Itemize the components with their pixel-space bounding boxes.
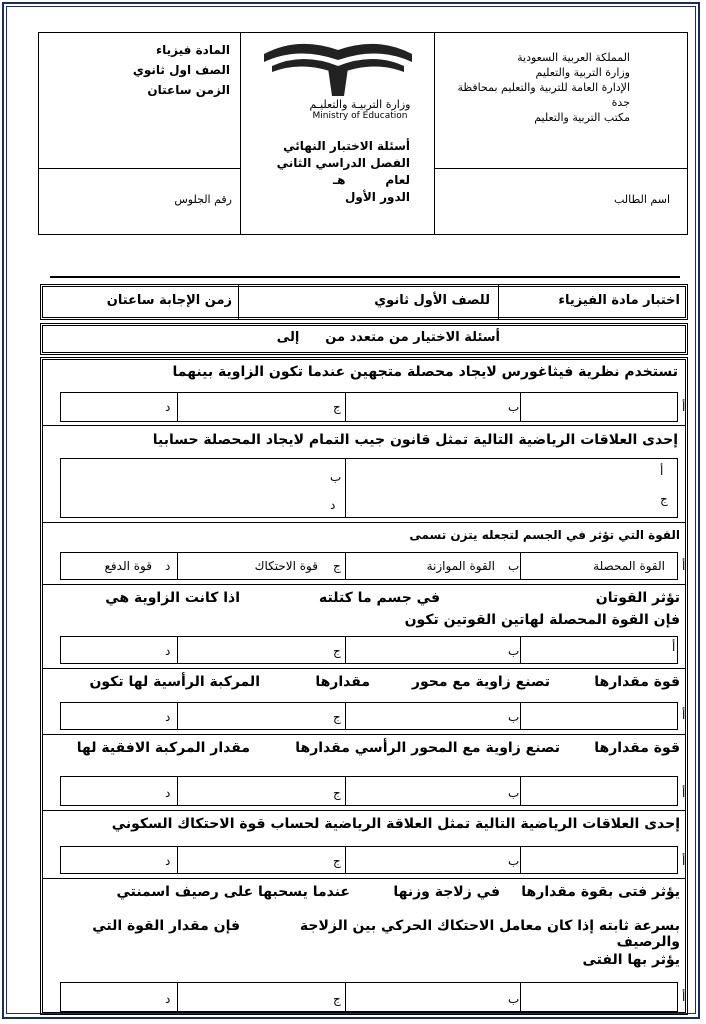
question-4-options <box>60 636 678 664</box>
q3-option-d-text: قوة الدفع <box>104 559 152 573</box>
exam-round: الدور الأول <box>344 190 410 204</box>
q8-choice-d[interactable]: د <box>165 992 171 1006</box>
q1-choice-d[interactable]: د <box>165 400 171 414</box>
q8-choice-b[interactable]: ب <box>508 992 520 1006</box>
q5-choice-c[interactable]: ج <box>333 710 341 724</box>
q4-part-1: تؤثر القوتان <box>595 590 680 606</box>
q5-choice-b[interactable]: ب <box>508 710 520 724</box>
q8-part-2: في زلاجة وزنها <box>393 884 500 900</box>
q3-choice-a[interactable]: أ <box>682 559 686 573</box>
q7-choice-b[interactable]: ب <box>508 854 520 868</box>
q8-part-5: فإن مقدار القوة التي <box>92 918 240 934</box>
q1-choice-a[interactable]: أ <box>682 400 686 414</box>
course-info <box>110 40 230 100</box>
q4-part-3: اذا كانت الزاوية هي <box>105 590 240 606</box>
q7-choice-a[interactable]: أ <box>682 854 686 868</box>
q6-choice-a[interactable]: أ <box>682 786 686 800</box>
logo-english-text: Ministry of Education <box>312 111 408 121</box>
q8-part-1: يؤثر فتى بقوة مقدارها <box>521 884 680 900</box>
q6-part-2: تصنع زاوية مع المحور الرأسي مقدارها <box>295 740 560 756</box>
q4-choice-d[interactable]: د <box>165 644 171 658</box>
q7-choice-c[interactable]: ج <box>333 854 341 868</box>
q6-part-1: قوة مقدارها <box>594 740 680 756</box>
seat-number-label: رقم الجلوس <box>174 193 232 206</box>
q7-choice-d[interactable]: د <box>165 854 171 868</box>
q1-choice-c[interactable]: ج <box>333 400 341 414</box>
grade-label: الصف اول ثانوي <box>132 63 230 77</box>
office-name: مكتب التربية والتعليم <box>534 111 630 124</box>
q5-part-2: تصنع زاوية مع محور <box>411 674 550 690</box>
institution-block <box>450 50 630 125</box>
q3-option-c-text: قوة الاحتكاك <box>254 559 318 573</box>
subject-label: المادة فيزياء <box>156 43 230 57</box>
administration-name: الإدارة العامة للتربية والتعليم بمحافظة جدة <box>457 81 630 109</box>
question-7-text: إحدى العلاقات الرياضية التالية تمثل العلاقة الرياضية لحساب قوة الاحتكاك السكوني <box>111 816 680 832</box>
q5-choice-d[interactable]: د <box>165 710 171 724</box>
q2-choice-b[interactable]: ب <box>330 470 342 484</box>
section-title: أسئلة الاختيار من متعدد منإلى <box>276 330 500 345</box>
q5-part-3: مقدارها <box>315 674 370 690</box>
q8-part-4: بسرعة ثابته إذا كان معامل الاحتكاك الحركي بين الزلاجة والرصيف <box>299 918 680 950</box>
q2-choice-a[interactable]: أ <box>660 464 664 478</box>
header-separator <box>50 276 680 278</box>
q4-choice-a[interactable]: أ <box>672 640 676 654</box>
q3-choice-d[interactable]: د <box>165 559 171 573</box>
q4-choice-c[interactable]: ج <box>333 644 341 658</box>
q6-choice-c[interactable]: ج <box>333 786 341 800</box>
q3-choice-b[interactable]: ب <box>508 559 520 573</box>
info-subject: اختبار مادة الفيزياء <box>558 293 680 308</box>
question-3-text: القوة التي تؤثر في الجسم لتجعله يتزن تسمى <box>409 528 680 542</box>
info-grade: للصف الأول ثانوي <box>374 293 490 308</box>
question-2-options <box>60 458 678 518</box>
question-5-options <box>60 702 678 730</box>
ministry-logo <box>258 36 418 102</box>
question-1-text: تستخدم نظرية فيثاغورس لايجاد محصلة متجهين عندما تكون الزاوية بينهما <box>172 364 678 380</box>
question-2-text: إحدى العلاقات الرياضية التالية تمثل قانون جيب التمام لايجاد المحصلة حسابيا <box>152 432 678 448</box>
kingdom-name: المملكة العربية السعودية <box>517 51 630 64</box>
q4-line-2: فإن القوة المحصلة لهاتين القوتين تكون <box>404 612 680 628</box>
question-1-options <box>60 392 678 422</box>
q2-choice-d[interactable]: د <box>330 498 336 512</box>
q6-choice-d[interactable]: د <box>165 786 171 800</box>
info-time: زمن الإجابة ساعتان <box>106 293 232 308</box>
q3-choice-c[interactable]: ج <box>333 559 341 573</box>
question-8-options <box>60 982 678 1012</box>
q8-choice-a[interactable]: أ <box>682 990 686 1004</box>
ministry-name: وزارة التربية والتعليم <box>535 66 630 79</box>
student-name-label: اسم الطالب <box>613 193 670 206</box>
exam-semester: الفصل الدراسي الثاني <box>276 156 410 170</box>
q5-choice-a[interactable]: أ <box>682 708 686 722</box>
exam-year: لعامهـ <box>332 173 410 187</box>
q6-part-3: مقدار المركبة الافقية لها <box>76 740 250 756</box>
question-6-options <box>60 776 678 806</box>
question-7-options <box>60 846 678 874</box>
exam-title: أسئلة الاختبار النهائي <box>283 139 410 153</box>
q1-choice-b[interactable]: ب <box>508 400 520 414</box>
q4-part-2: في جسم ما كتلته <box>319 590 440 606</box>
q8-choice-c[interactable]: ج <box>333 992 341 1006</box>
q3-option-a-text: القوة المحصلة <box>593 559 665 573</box>
q4-choice-b[interactable]: ب <box>508 644 520 658</box>
q3-option-b-text: القوة الموازنة <box>426 559 495 573</box>
exam-info <box>260 138 410 206</box>
time-label: الزمن ساعتان <box>147 83 230 97</box>
logo-arabic-text: وزارة التربيـة والتعليـم <box>309 98 411 111</box>
q8-part-3: عندما يسحبها على رصيف اسمنتي <box>116 884 350 900</box>
q5-part-1: قوة مقدارها <box>594 674 680 690</box>
q8-part-6: يؤثر بها الفتى <box>582 952 680 968</box>
q6-choice-b[interactable]: ب <box>508 786 520 800</box>
q2-choice-c[interactable]: ج <box>660 492 668 506</box>
q5-part-4: المركبة الرأسية لها تكون <box>89 674 260 690</box>
